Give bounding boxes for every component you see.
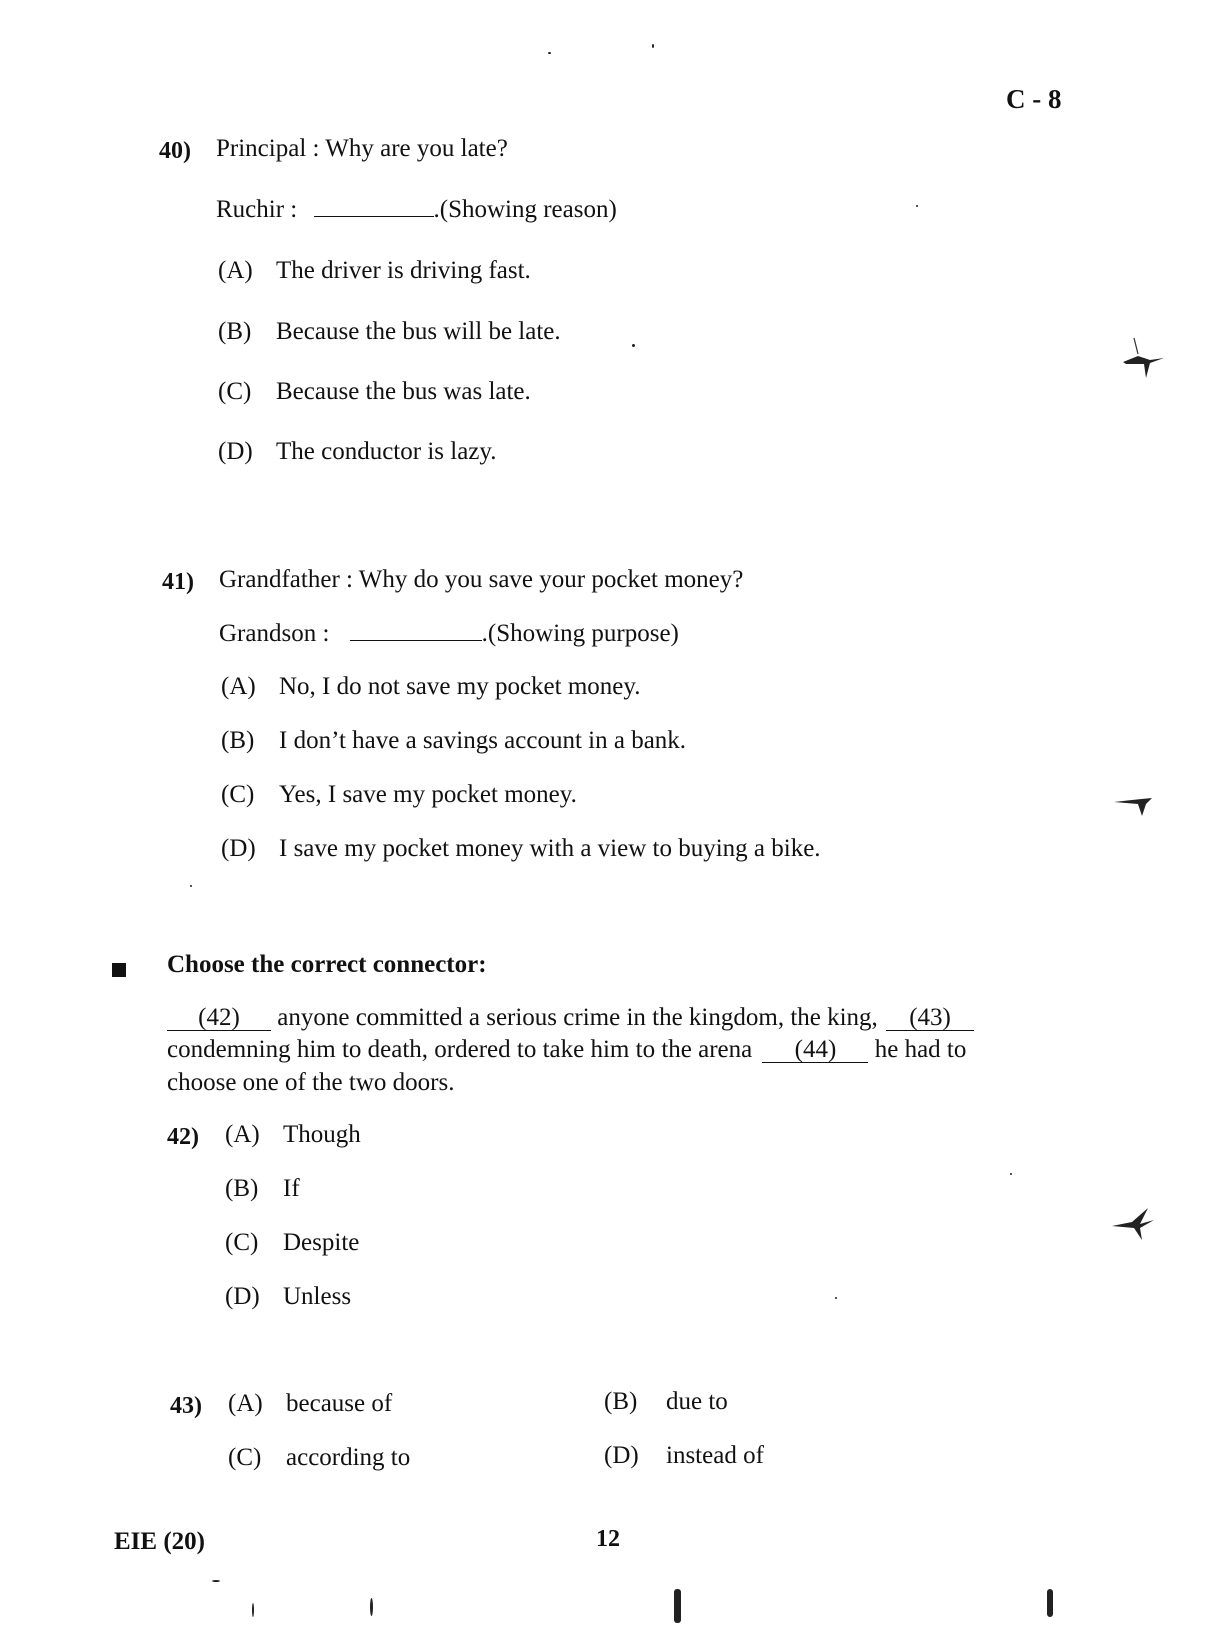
option-letter: (B) <box>221 727 255 754</box>
option-letter: (B) <box>604 1388 638 1415</box>
option-letter: (C) <box>228 1444 262 1471</box>
question-prompt: Principal : Why are you late? <box>216 135 508 162</box>
speck <box>632 344 635 347</box>
option-d <box>218 438 497 466</box>
option-letter: (A) <box>221 673 256 700</box>
speck <box>252 1603 254 1617</box>
option-letter: (D) <box>604 1442 639 1469</box>
option-text: I don’t have a savings account in a bank. <box>279 727 687 754</box>
speck <box>1010 1173 1012 1175</box>
passage-text: condemning him to death, ordered to take him to the arena <box>167 1036 753 1063</box>
option-text: No, I do not save my pocket money. <box>279 673 641 700</box>
question-prompt: Grandfather : Why do you save your pocket money? <box>219 566 744 593</box>
passage-text: he had to <box>874 1036 967 1063</box>
blank-44: (44) <box>762 1037 868 1063</box>
option-text: because of <box>286 1390 393 1417</box>
response-line <box>219 620 679 648</box>
response-label: Ruchir : <box>216 196 298 223</box>
option-letter: (D) <box>221 835 256 862</box>
option-c <box>228 1444 410 1472</box>
speck <box>190 885 192 887</box>
option-text: Despite <box>283 1229 360 1256</box>
response-hint: .(Showing reason) <box>433 196 617 223</box>
option-b <box>221 727 686 755</box>
passage-line-1 <box>167 1004 974 1032</box>
answer-blank <box>350 620 482 641</box>
ink-splatter-icon <box>1112 790 1162 830</box>
speck <box>212 1580 220 1582</box>
page-code: C - 8 <box>1006 84 1062 114</box>
passage-line-3: choose one of the two doors. <box>167 1069 455 1096</box>
speck <box>652 44 654 48</box>
option-letter: (A) <box>218 257 253 284</box>
question-number: 41) <box>162 569 194 595</box>
option-c <box>225 1229 359 1257</box>
blank-42: (42) <box>167 1005 271 1031</box>
option-d <box>604 1442 764 1470</box>
option-letter: (C) <box>221 781 255 808</box>
speck <box>835 1297 837 1299</box>
option-b <box>225 1175 300 1203</box>
question-number: 40) <box>159 138 191 164</box>
speck <box>370 1598 373 1616</box>
option-letter: (B) <box>218 318 252 345</box>
option-text: Though <box>283 1121 361 1148</box>
ink-splatter-icon <box>1110 1200 1165 1245</box>
option-letter: (A) <box>228 1390 263 1417</box>
option-c <box>221 781 577 809</box>
option-c <box>218 378 531 406</box>
response-label: Grandson : <box>219 620 330 647</box>
option-a <box>228 1390 392 1418</box>
option-letter: (D) <box>218 438 253 465</box>
option-text: instead of <box>666 1442 764 1469</box>
option-text: Unless <box>283 1283 352 1310</box>
option-a <box>218 257 531 285</box>
speck <box>548 52 551 54</box>
response-hint: .(Showing purpose) <box>481 620 679 647</box>
option-d <box>225 1283 351 1311</box>
speck <box>916 205 918 207</box>
option-a <box>221 673 641 701</box>
question-number: 42) <box>167 1124 199 1150</box>
blank-43: (43) <box>886 1005 974 1031</box>
option-text: Because the bus was late. <box>276 378 531 405</box>
ink-mark <box>1047 1589 1053 1617</box>
bullet-square-icon <box>112 963 126 977</box>
option-letter: (B) <box>225 1175 259 1202</box>
ink-splatter-icon <box>1120 330 1170 385</box>
option-text: I save my pocket money with a view to buying a bike. <box>279 835 821 862</box>
option-b <box>604 1388 728 1416</box>
response-line <box>216 196 617 224</box>
option-text: Because the bus will be late. <box>276 318 561 345</box>
section-heading: Choose the correct connector: <box>167 951 487 978</box>
option-text: due to <box>666 1388 728 1415</box>
footer-code: EIE (20) <box>114 1528 205 1555</box>
option-d <box>221 835 821 863</box>
option-letter: (C) <box>225 1229 259 1256</box>
option-letter: (D) <box>225 1283 260 1310</box>
option-text: The driver is driving fast. <box>276 257 531 284</box>
option-text: If <box>283 1175 300 1202</box>
question-number: 43) <box>170 1393 202 1419</box>
option-text: Yes, I save my pocket money. <box>279 781 577 808</box>
page-number: 12 <box>596 1526 620 1552</box>
option-text: according to <box>286 1444 411 1471</box>
option-text: The conductor is lazy. <box>276 438 497 465</box>
option-b <box>218 318 561 346</box>
answer-blank <box>314 196 434 217</box>
option-a <box>225 1121 361 1149</box>
passage-text: anyone committed a serious crime in the kingdom, the king, <box>277 1004 878 1031</box>
option-letter: (A) <box>225 1121 260 1148</box>
passage-line-2 <box>167 1036 966 1064</box>
option-letter: (C) <box>218 378 252 405</box>
ink-mark <box>674 1589 681 1623</box>
